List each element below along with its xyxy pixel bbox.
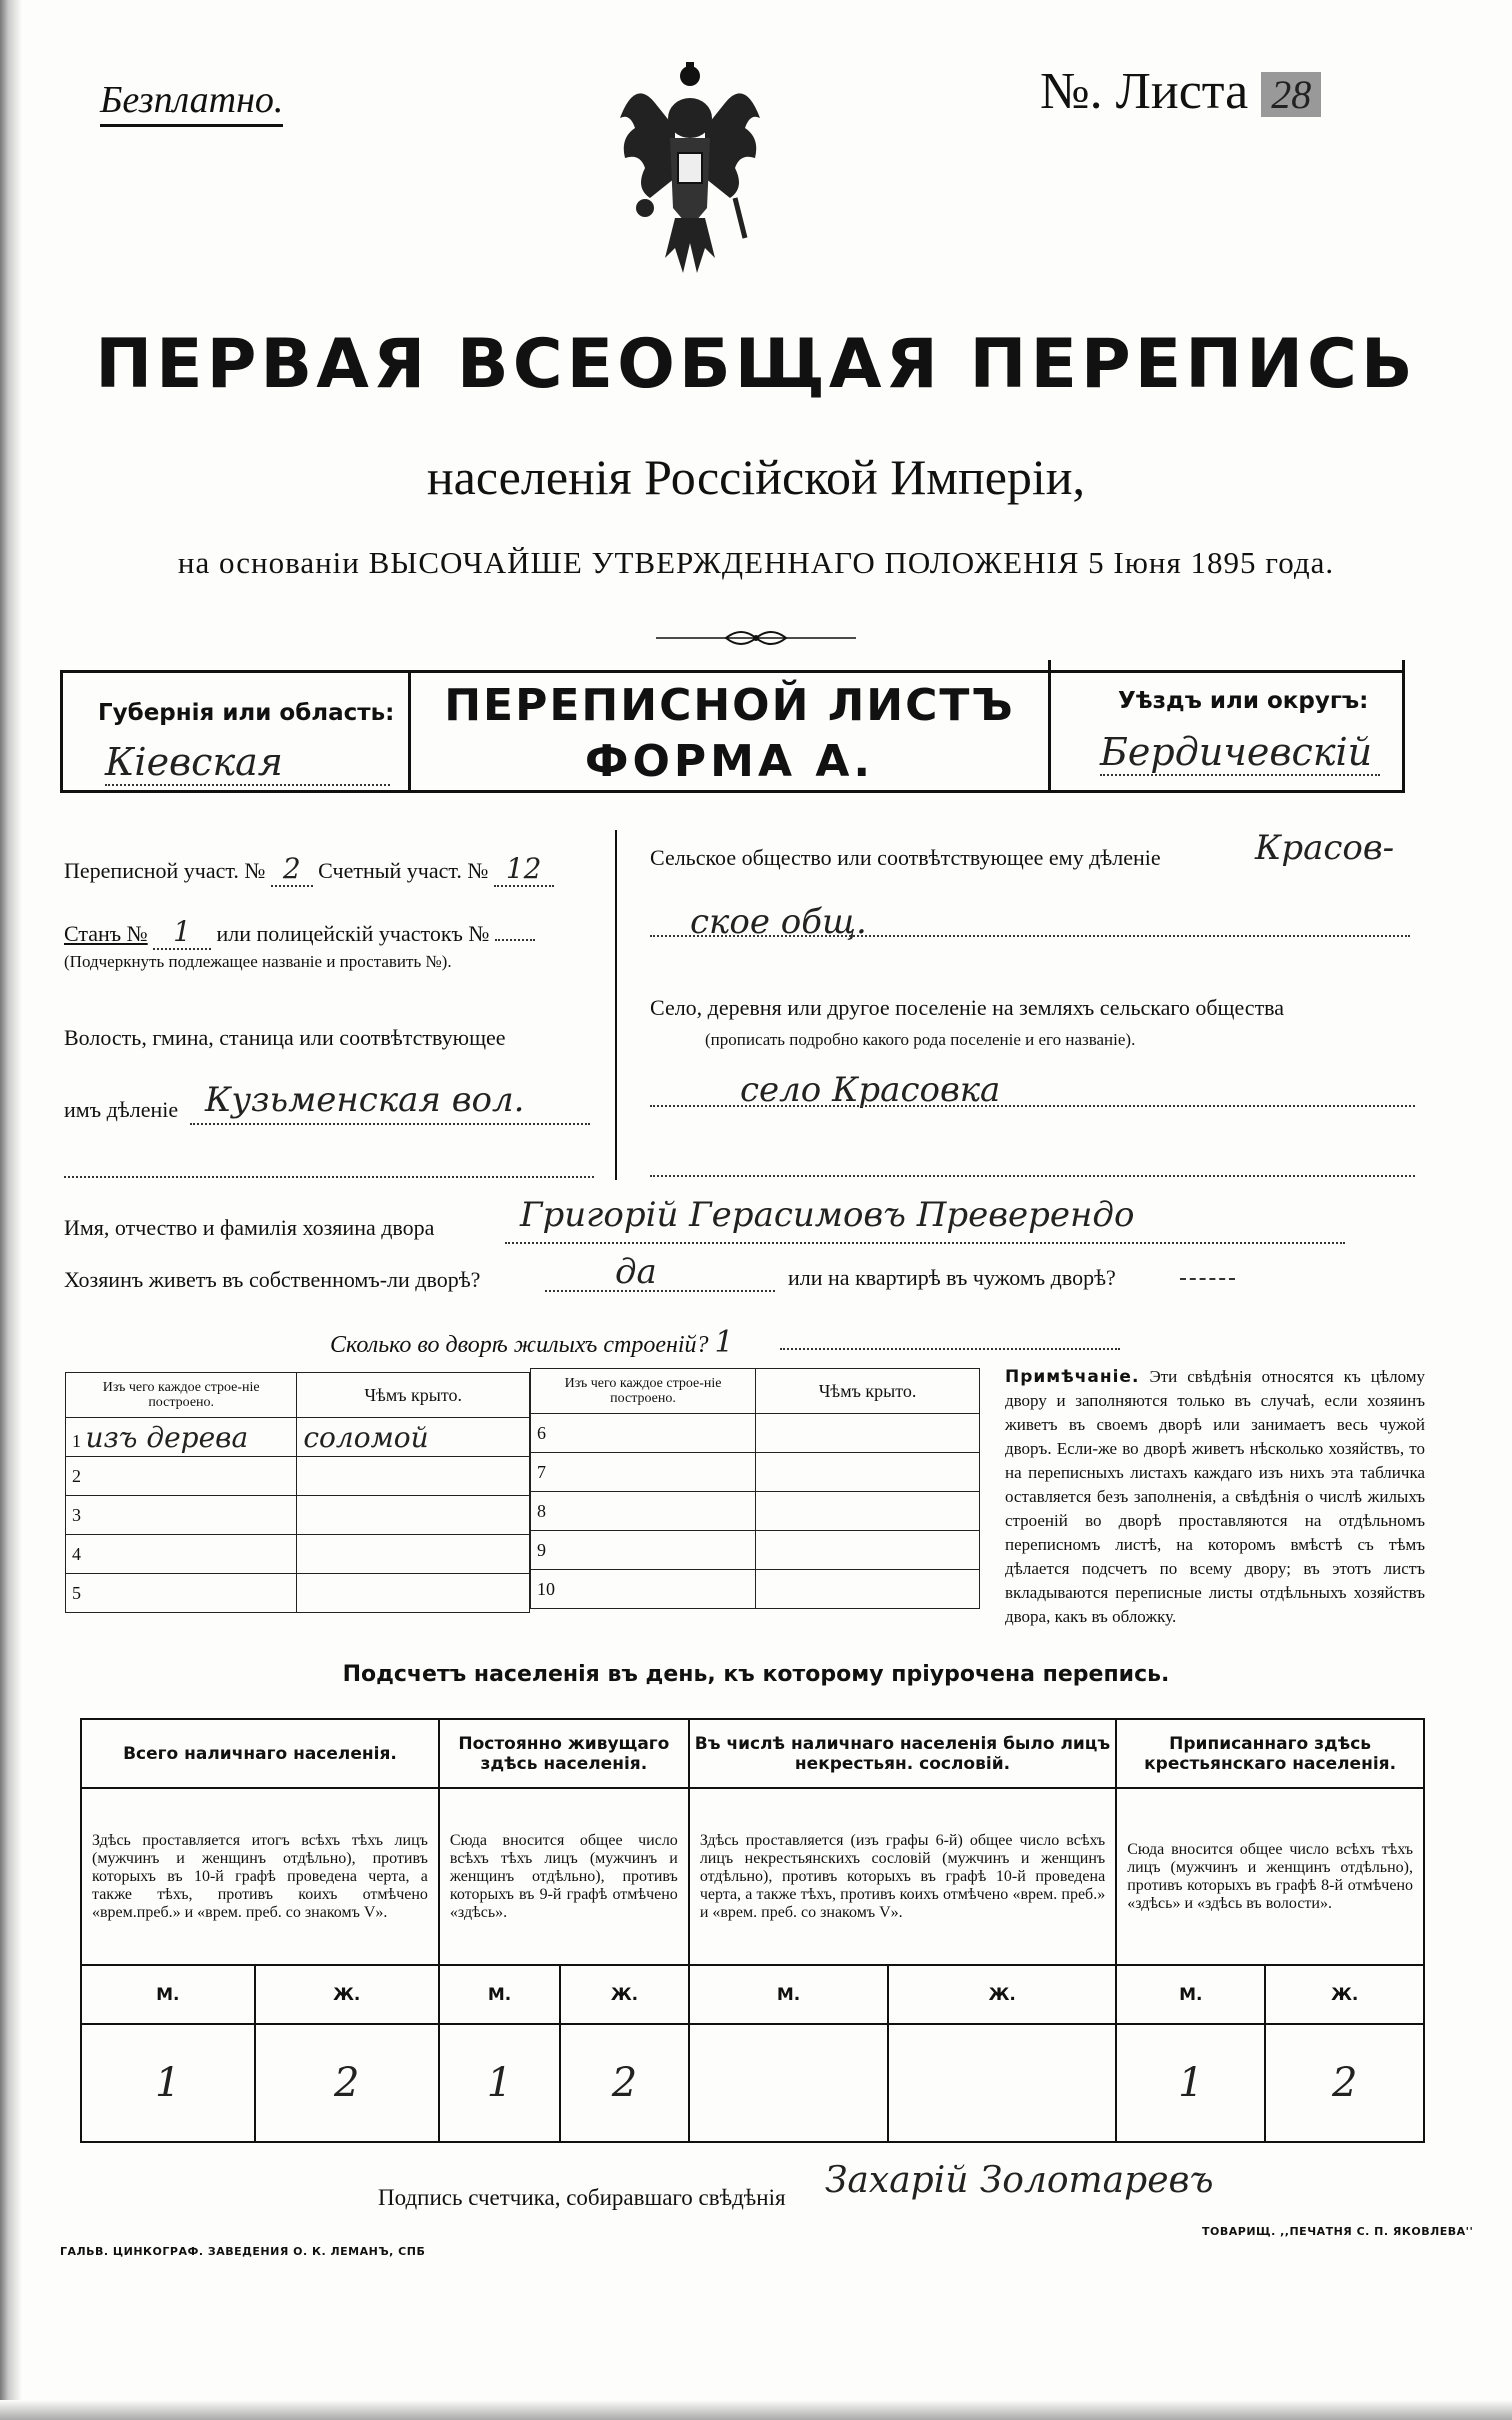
note-text: Эти свѣдѣнія относятся къ цѣлому двору и заполняются только въ случаѣ, если хозяинъ живетъ въ своемъ дворѣ или занимаетъ весь чужой дворъ. Если-же во дворѣ живетъ нѣсколько хозяйствъ, то на переписныхъ листахъ каждаго изъ нихъ эта табличка оставляется безъ заполненія, а свѣдѣнія о числѣ жилыхъ строеній во дворѣ проставляются на отдѣльномъ переписномъ листѣ, на которомъ вмѣстѣ съ тѣмъ дѣлается подсчетъ по всему двору; въ этотъ листъ вкладываются переписные листы отдѣльныхъ хозяйствъ двора, какъ въ обложку.	[1005, 1367, 1426, 1626]
stan-label: Станъ №	[64, 921, 148, 946]
buildings-table-right	[530, 1368, 980, 1609]
field-column-divider	[615, 830, 617, 1180]
permanent-female-value[interactable]: 2	[560, 2024, 689, 2142]
registered-female-value[interactable]: 2	[1265, 2024, 1424, 2142]
scan-bottom-edge	[0, 2400, 1512, 2420]
form-subtitle: ФОРМА А.	[584, 736, 875, 787]
row-number: 8	[537, 1500, 546, 1521]
table-row	[66, 1457, 530, 1496]
selo-note: (прописать подробно какого рода поселеніе и его названіе).	[705, 1030, 1136, 1049]
table-row	[531, 1453, 980, 1492]
signature-value[interactable]: Захарій Золотаревъ	[825, 2160, 1214, 2201]
printer-imprint-left: ГАЛЬВ. ЦИНКОГРАФ. ЗАВЕДЕНИЯ О. К. ЛЕМАНЪ, СПБ	[60, 2245, 426, 2258]
building-roof[interactable]	[297, 1457, 530, 1496]
table-row	[531, 1531, 980, 1570]
row-number: 9	[537, 1539, 546, 1560]
table-row	[531, 1570, 980, 1609]
table-row	[66, 1418, 530, 1457]
note-block	[1005, 1365, 1425, 1629]
building-roof[interactable]	[756, 1492, 980, 1531]
building-roof[interactable]: соломой	[297, 1418, 530, 1457]
male-label: М.	[689, 1965, 888, 2024]
buildings-col-roof: Чѣмъ крыто.	[297, 1373, 530, 1418]
building-roof[interactable]	[756, 1453, 980, 1492]
rented-value[interactable]	[1180, 1278, 1235, 1280]
owner-label: Имя, отчество и фамилія хозяина двора	[64, 1215, 435, 1240]
female-label: Ж.	[1265, 1965, 1424, 2024]
buildings-count	[330, 1325, 734, 1360]
row-number: 5	[72, 1582, 81, 1603]
page-title: ПЕРВАЯ ВСЕОБЩАЯ ПЕРЕПИСЬ	[95, 325, 1417, 404]
census-col-title-total: Всего наличнаго населенія.	[81, 1719, 439, 1788]
non-peasant-female-value[interactable]	[888, 2024, 1116, 2142]
selskoe-underline	[650, 935, 1410, 937]
gubernia-label: Губернія или область:	[98, 700, 395, 726]
census-col-desc-non-peasant: Здѣсь проставляется (изъ графы 6-й) общее число всѣхъ лицъ некрестьянскихъ сословій (мужчинъ и женщинъ отдѣльно), противъ которыхъ въ графѣ 10-й проведена черта, а также тѣхъ, противъ коихъ отмѣчено «врем. преб.» и «врем. преб. со знакомъ V».	[689, 1788, 1116, 1965]
selskoe-label: Сельское общество или соотвѣтствующее ему дѣленіе	[650, 845, 1161, 870]
volost-label: Волость, гмина, станица или соотвѣтствующее	[64, 1025, 506, 1050]
imperial-eagle-icon	[615, 58, 765, 288]
band-rule	[1402, 660, 1405, 793]
owner-underline	[505, 1242, 1345, 1244]
form-title: ПЕРЕПИСНОЙ ЛИСТЪ	[444, 680, 1015, 731]
band-rule	[60, 790, 1405, 793]
band-rule	[1048, 660, 1051, 793]
note-title: Примѣчаніе.	[1005, 1367, 1140, 1387]
row-number: 6	[537, 1422, 546, 1443]
own-yard-value[interactable]: да	[615, 1252, 657, 1292]
sheet-number-value: 28	[1261, 72, 1321, 117]
building-material[interactable]: изъ дерева	[85, 1420, 249, 1454]
schet-uch-label: Счетный участ. №	[318, 858, 489, 883]
total-female-value[interactable]: 2	[255, 2024, 439, 2142]
building-roof[interactable]	[756, 1414, 980, 1453]
buildings-col-roof: Чѣмъ крыто.	[756, 1369, 980, 1414]
selo-label: Село, деревня или другое поселеніе на земляхъ сельскаго общества	[650, 995, 1285, 1020]
building-roof[interactable]	[297, 1535, 530, 1574]
census-col-desc-permanent: Сюда вносится общее число всѣхъ тѣхъ лицъ (мужчинъ и женщинъ отдѣльно), противъ которыхъ въ 9-й графѣ отмѣчено «здѣсь».	[439, 1788, 689, 1965]
police-value[interactable]	[495, 939, 535, 941]
stan-value[interactable]: 1	[153, 915, 211, 950]
total-male-value[interactable]: 1	[81, 2024, 255, 2142]
female-label: Ж.	[888, 1965, 1116, 2024]
own-yard-label: Хозяинъ живетъ въ собственномъ-ли дворѣ?	[64, 1267, 481, 1292]
table-row	[531, 1414, 980, 1453]
table-row	[66, 1535, 530, 1574]
census-col-desc-total: Здѣсь проставляется итогъ всѣхъ тѣхъ лицъ (мужчинъ и женщинъ отдѣльно), противъ которыхъ въ 10-й графѣ проведена черта, а также тѣхъ, противъ коихъ отмѣчено «врем.преб.» и «врем. преб. со знакомъ V».	[81, 1788, 439, 1965]
male-label: М.	[81, 1965, 255, 2024]
female-label: Ж.	[255, 1965, 439, 2024]
census-area-fields	[64, 852, 594, 885]
row-number: 3	[72, 1504, 81, 1525]
row-number: 1	[72, 1430, 81, 1451]
volost-value[interactable]: Кузьменская вол.	[205, 1080, 525, 1120]
table-row	[66, 1496, 530, 1535]
sheet-number	[1040, 62, 1321, 121]
row-number: 10	[537, 1578, 555, 1599]
signature-label: Подпись счетчика, собиравшаго свѣдѣнія	[378, 2185, 786, 2210]
sheet-number-label: №. Листа	[1040, 63, 1249, 120]
volost-label-2: имъ дѣленіе	[64, 1097, 179, 1122]
legal-basis: на основаніи ВЫСОЧАЙШЕ УТВЕРЖДЕННАГО ПОЛОЖЕНІЯ 5 Іюня 1895 года.	[177, 545, 1335, 580]
rented-label: или на квартирѣ въ чужомъ дворѣ?	[788, 1265, 1116, 1290]
table-row	[66, 1574, 530, 1613]
uezd-label: Уѣздъ или округъ:	[1118, 688, 1369, 714]
buildings-table-left	[65, 1372, 530, 1613]
own-yard-underline	[545, 1290, 775, 1292]
buildings-col-material: Изъ чего каждое строе-ніе построено.	[66, 1373, 297, 1418]
uezd-value[interactable]: Бердичевскій	[1100, 730, 1380, 776]
selo-underline	[650, 1105, 1415, 1107]
permanent-male-value[interactable]: 1	[439, 2024, 560, 2142]
buildings-underline	[780, 1348, 1120, 1350]
ornament-divider-icon	[656, 626, 856, 650]
census-col-title-registered: Приписаннаго здѣсь крестьянскаго населенія.	[1116, 1719, 1424, 1788]
police-label: или полицейскій участокъ №	[216, 921, 490, 946]
buildings-label: Сколько во дворѣ жилыхъ строеній?	[330, 1332, 709, 1358]
census-col-title-non-peasant: Въ числѣ наличнаго населенія было лицъ некрестьян. сословій.	[689, 1719, 1116, 1788]
female-label: Ж.	[560, 1965, 689, 2024]
census-heading: Подсчетъ населенія въ день, къ которому пріурочена перепись.	[342, 1662, 1170, 1687]
selo-value[interactable]: село Красовка	[740, 1070, 1001, 1110]
building-roof[interactable]	[756, 1570, 980, 1609]
census-col-title-permanent: Постоянно живущаго здѣсь населенія.	[439, 1719, 689, 1788]
underline-note: (Подчеркнуть подлежащее названіе и проставить №).	[64, 952, 452, 971]
perep-uch-value[interactable]: 2	[271, 852, 313, 887]
census-col-desc-registered: Сюда вносится общее число всѣхъ тѣхъ лицъ (мужчинъ и женщинъ отдѣльно), противъ которыхъ въ графѣ 8-й отмѣчено «здѣсь» и «здѣсь въ волости».	[1116, 1788, 1424, 1965]
buildings-value[interactable]: 1	[714, 1325, 734, 1360]
registered-male-value[interactable]: 1	[1116, 2024, 1265, 2142]
row-number: 7	[537, 1461, 546, 1482]
perep-uch-label: Переписной участ. №	[64, 858, 266, 883]
row-number: 2	[72, 1465, 81, 1486]
male-label: М.	[439, 1965, 560, 2024]
table-row	[531, 1492, 980, 1531]
census-table	[80, 1718, 1425, 2143]
volost-underline-2	[64, 1175, 594, 1178]
band-rule	[60, 670, 1405, 673]
selskoe-value-2[interactable]: ское общ.	[690, 902, 867, 942]
owner-value[interactable]: Григорій Герасимовъ Преверендо	[520, 1195, 1135, 1235]
building-roof[interactable]	[297, 1496, 530, 1535]
gubernia-value[interactable]: Кіевская	[105, 740, 390, 786]
stan-fields	[64, 915, 594, 948]
building-roof[interactable]	[756, 1531, 980, 1570]
male-label: М.	[1116, 1965, 1265, 2024]
non-peasant-male-value[interactable]	[689, 2024, 888, 2142]
printer-imprint-right: ТОВАРИЩ. ,,ПЕЧАТНЯ С. П. ЯКОВЛЕВА''	[1202, 2225, 1474, 2238]
buildings-col-material: Изъ чего каждое строе-ніе построено.	[531, 1369, 756, 1414]
selo-underline-2	[650, 1175, 1415, 1177]
band-rule	[60, 670, 63, 793]
selskoe-value[interactable]: Красов-	[1255, 828, 1395, 868]
volost-underline	[190, 1122, 590, 1125]
building-roof[interactable]	[297, 1574, 530, 1613]
row-number: 4	[72, 1543, 81, 1564]
free-label: Безплатно.	[100, 78, 283, 127]
page-subtitle: населенія Россійской Имперіи,	[426, 449, 1086, 505]
schet-uch-value[interactable]: 12	[494, 852, 554, 887]
